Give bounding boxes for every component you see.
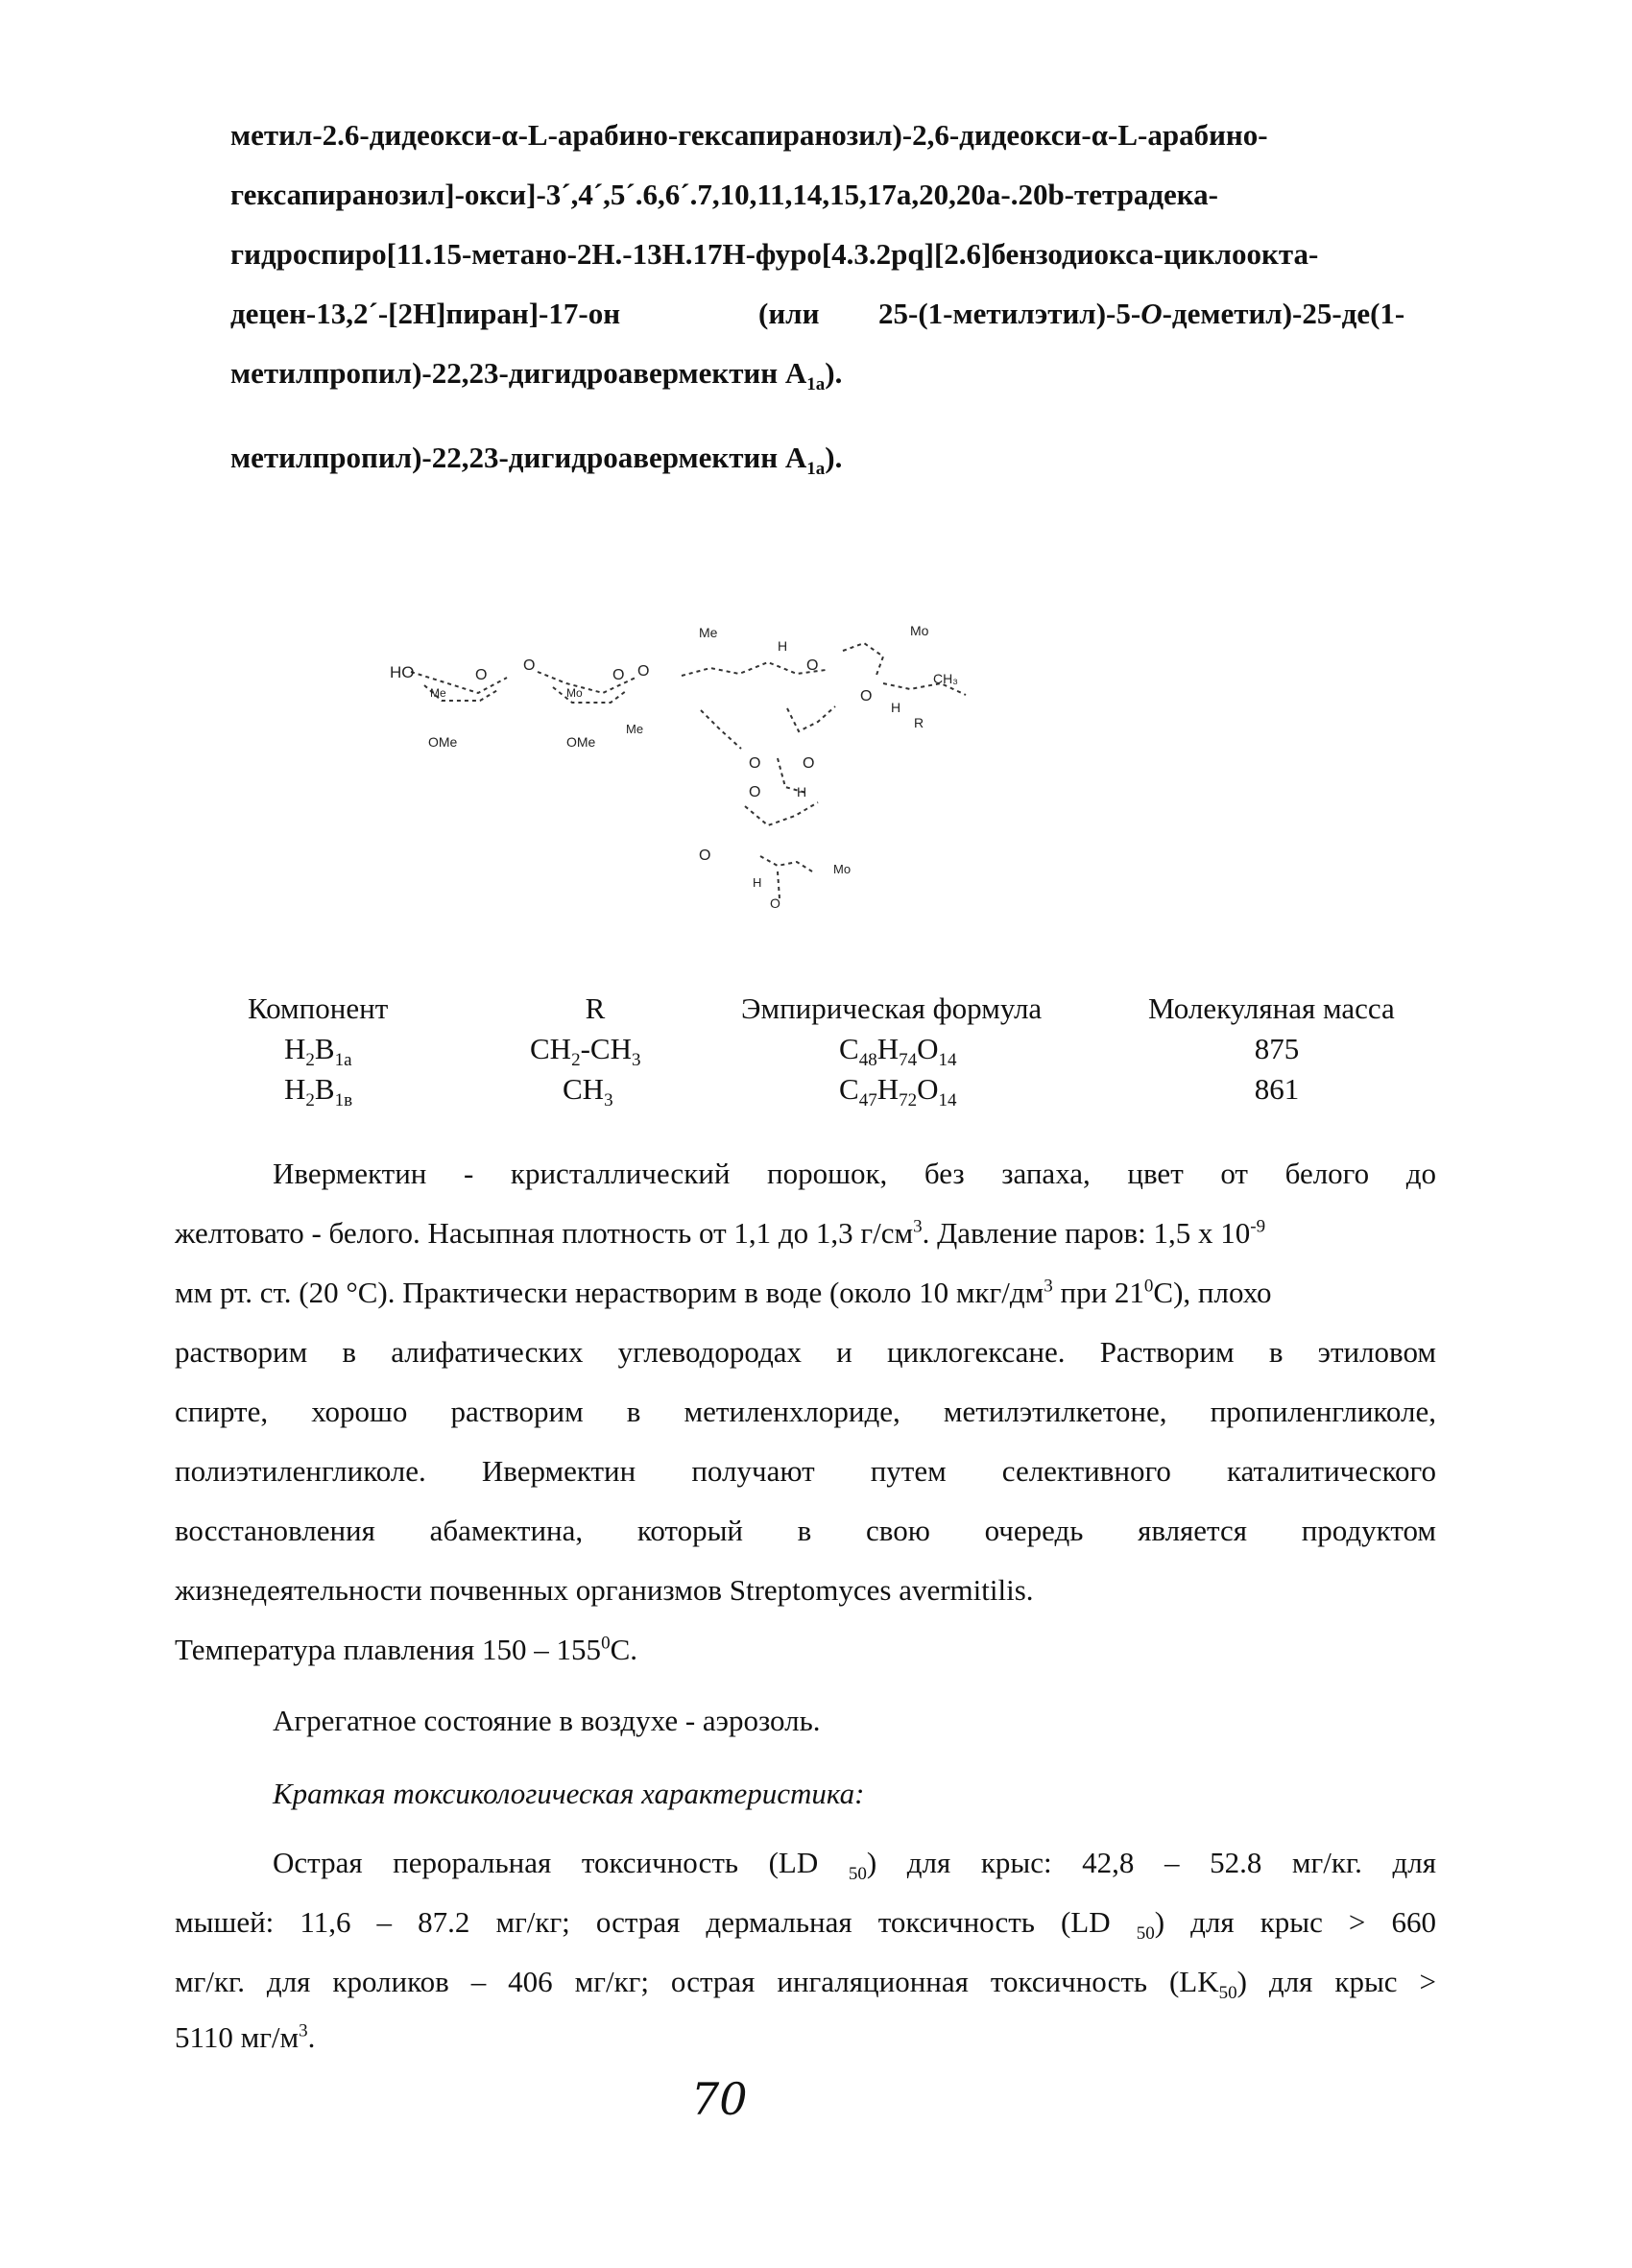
tox-l4b: . [307, 2020, 316, 2054]
comp-sub: 2 [305, 1090, 315, 1111]
label-o-10: O [699, 848, 711, 864]
label-me-1: Me [430, 686, 446, 700]
label-o-1: O [475, 667, 488, 683]
name-line-3: гидроспиро[11.15-метано-2Н.-13Н.17Н-фуро[4.3.2pq][2.6]бензодиокса-циклоокта- [230, 237, 1319, 271]
table-row-2-mass: 861 [1254, 1072, 1300, 1106]
para1-line-2 [175, 1215, 1265, 1252]
table-header-formula: Эмпирическая формула [741, 991, 1043, 1025]
melting-post: С. [610, 1633, 637, 1666]
label-o-3: O [612, 667, 625, 683]
para1-l3a: мм рт. ст. (20 °С). Практически нерастворим в воде (около 10 мкг/дм [175, 1276, 1044, 1309]
table-row-1-component [284, 1031, 352, 1071]
label-o-4: O [637, 663, 650, 680]
label-o-5: O [806, 657, 819, 674]
name-line-6-sub: 1а [806, 459, 826, 480]
label-ch3: CH₃ [933, 671, 958, 686]
chemical-structure-diagram [384, 614, 998, 921]
name-line-5-text: метилпропил)-22,23-дигидроавермектин A [230, 356, 807, 390]
label-h-top: H [778, 638, 788, 654]
alt-name-italic-o: O [1140, 297, 1163, 330]
label-r: R [914, 715, 924, 730]
alt-name-pre: 25-(1-метилэтил)-5- [878, 297, 1141, 330]
r-sub: 2 [571, 1050, 581, 1071]
label-mo-bottom: Mo [833, 862, 852, 876]
para1-l3b: при 21 [1052, 1276, 1144, 1309]
table-header-mass: Молекуляная масса [1148, 991, 1395, 1025]
para1-line-8: жизнедеятельности почвенных организмов Streptomyces avermitilis. [175, 1573, 1034, 1607]
name-line-6-text: метилпропил)-22,23-дигидроавермектин A [230, 441, 807, 474]
label-me-2: Me [626, 722, 644, 736]
label-o-8: O [803, 755, 815, 772]
label-o-6: O [860, 688, 873, 704]
para1-line-5: спирте, хорошо растворим в метиленхлориде, метилэтилкетоне, пропиленгликоле, [175, 1395, 1436, 1428]
label-ho: HO [390, 663, 415, 681]
comp-b: B [314, 1072, 335, 1106]
r-pre: CH [563, 1072, 605, 1106]
f-h: 72 [899, 1090, 918, 1111]
r-mid: -CH [580, 1032, 632, 1065]
melting-pre: Температура плавления 150 – 155 [175, 1633, 602, 1666]
f-c: 48 [858, 1050, 877, 1071]
tox-line-1 [273, 1845, 1436, 1885]
comp-b: B [314, 1032, 335, 1065]
para1-line-3 [175, 1275, 1272, 1311]
tox-l3a: мг/кг. для кроликов – 406 мг/кг; острая ингаляционная токсичность (LK [175, 1965, 1219, 1998]
comp-h: H [284, 1032, 306, 1065]
tox-l2sub: 50 [1136, 1923, 1155, 1945]
aggregate-state: Агрегатное состояние в воздухе - аэрозоль. [273, 1704, 821, 1737]
para1-line-1: Ивермектин - кристаллический порошок, без запаха, цвет от белого до [273, 1157, 1436, 1190]
tox-l1sub: 50 [848, 1864, 867, 1885]
table-row-1-r [530, 1031, 641, 1071]
table-row-2-component [284, 1071, 353, 1111]
page-number: 70 [691, 2073, 748, 2125]
f-c: 47 [858, 1090, 877, 1111]
tox-l4sup: 3 [299, 2020, 308, 2041]
table-header-r: R [585, 991, 606, 1025]
label-ome-1: OMe [428, 734, 458, 750]
f-o: 14 [938, 1050, 957, 1071]
tox-l3b: ) для крыс > [1236, 1965, 1436, 1998]
tox-line-2 [175, 1904, 1436, 1945]
label-o-bottom: O [770, 895, 780, 911]
tox-l1b: ) для крыс: 42,8 – 52.8 мг/кг. для [866, 1846, 1436, 1879]
name-line-4-or: (или [758, 297, 820, 330]
label-mo-1: Mo [566, 686, 583, 700]
name-line-4-part1: децен-13,2´-[2Н]пиран]-17-он [230, 297, 621, 330]
f-h: 74 [899, 1050, 918, 1071]
comp-sub2: 1в [334, 1090, 353, 1111]
tox-l2b: ) для крыс > 660 [1154, 1905, 1436, 1939]
label-o-2: O [523, 657, 536, 674]
para1-line-4: растворим в алифатических углеводородах и циклогексане. Растворим в этиловом [175, 1335, 1436, 1369]
name-line-5-sub: 1а [806, 374, 826, 395]
label-h-mid: H [797, 784, 807, 800]
tox-l2a: мышей: 11,6 – 87.2 мг/кг; острая дермальная токсичность (LD [175, 1905, 1137, 1939]
para1-l3sup: 3 [1044, 1276, 1053, 1297]
melting-sup: 0 [601, 1633, 611, 1654]
label-me-top: Me [699, 625, 718, 640]
table-row-2-r [563, 1071, 613, 1111]
label-o-9: O [749, 784, 761, 800]
toxicology-heading: Краткая токсикологическая характеристика: [273, 1777, 865, 1810]
para1-l3sup2: 0 [1143, 1276, 1154, 1297]
table-row-2-formula: $C_{47}H_{72}O_{14}$ [839, 1072, 957, 1111]
r-sub: 3 [604, 1090, 613, 1111]
name-line-2: гексапиранозил]-окси]-3´,4´,5´.6,6´.7,10,11,14,15,17a,20,20a-.20b-тетрадека- [230, 178, 1218, 211]
tox-line-3 [175, 1964, 1436, 2004]
name-line-4 [230, 296, 620, 332]
label-o-7: O [749, 755, 761, 772]
table-row-1-formula: $C_{48}H_{74}O_{14}$ [839, 1032, 957, 1071]
tox-l3sub: 50 [1218, 1983, 1237, 2004]
name-line-6 [230, 440, 843, 480]
para1-l2b: . Давление паров: 1,5 х 10 [922, 1216, 1251, 1250]
name-line-5-end: ). [825, 356, 843, 390]
table-row-1-mass: 875 [1254, 1032, 1300, 1065]
tox-l1a: Острая пероральная токсичность (LD [273, 1846, 849, 1879]
para1-line-7: восстановления абамектина, который в свою очередь является продуктом [175, 1514, 1436, 1547]
comp-h: H [284, 1072, 306, 1106]
comp-sub2: 1а [334, 1050, 352, 1071]
para1-l2sup2: -9 [1250, 1216, 1266, 1237]
name-line-1: метил-2.6-дидеокси-α-L-арабино-гексапиранозил)-2,6-дидеокси-α-L-арабино- [230, 118, 1268, 152]
label-ome-2: OMe [566, 734, 596, 750]
alt-name-post: -деметил)-25-де(1- [1162, 297, 1405, 330]
para1-l3c: С), плохо [1153, 1276, 1272, 1309]
melting-point [175, 1632, 637, 1668]
table-header-component: Компонент [248, 991, 389, 1025]
r-sub2: 3 [631, 1050, 641, 1071]
comp-sub: 2 [305, 1050, 315, 1071]
name-line-6-end: ). [825, 441, 843, 474]
para1-l2sup: 3 [913, 1216, 923, 1237]
para1-l2a: желтовато - белого. Насыпная плотность от 1,1 до 1,3 г/см [175, 1216, 914, 1250]
para1-line-6: полиэтиленгликоле. Ивермектин получают путем селективного каталитического [175, 1454, 1436, 1488]
name-line-5 [230, 355, 843, 395]
name-line-4-alt [878, 296, 1404, 332]
r-pre: CH [530, 1032, 572, 1065]
label-h-right: H [891, 700, 901, 715]
label-h-bottom: H [753, 875, 762, 890]
tox-line-4 [175, 2019, 315, 2056]
label-mo-top: Mo [910, 623, 929, 638]
f-o: 14 [938, 1090, 957, 1111]
tox-l4a: 5110 мг/м [175, 2020, 300, 2054]
